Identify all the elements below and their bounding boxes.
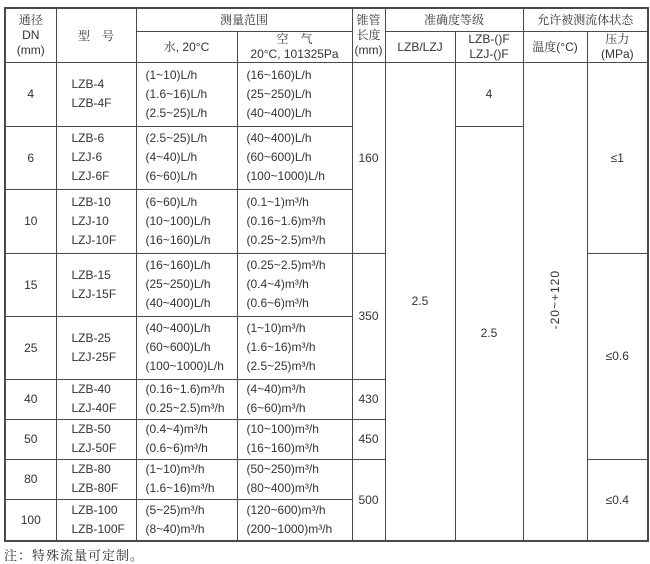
range-line: (40~400)L/h — [246, 131, 312, 145]
air-range-cell — [237, 379, 352, 419]
range-line: (0.6~6)m³/h — [145, 441, 208, 455]
accuracy-f-cell: 4 — [455, 62, 523, 126]
cone-length-cell: 500 — [352, 459, 385, 541]
range-line: (4~40)L/h — [145, 150, 198, 164]
pressure-cell: ≤0.6 — [587, 253, 648, 459]
air-range-cell — [237, 253, 352, 316]
model-line: LZJ-6 — [71, 150, 103, 164]
header-accuracy-f-line: LZB-()F — [468, 31, 510, 46]
range-line: (10~100)L/h — [145, 213, 211, 228]
range-line: (1.6~16)m³/h — [145, 481, 215, 495]
model-cell — [56, 126, 136, 189]
header-dn-line: (mm) — [16, 42, 45, 57]
range-line: (40~400)L/h — [145, 321, 211, 335]
model-line: LZJ-15F — [71, 286, 117, 301]
water-range-cell — [136, 419, 237, 459]
header-pressure — [587, 31, 648, 62]
dn-cell: 6 — [5, 126, 56, 189]
pressure-cell: ≤0.4 — [587, 459, 648, 541]
header-accuracy-std: LZB/LZJ — [385, 31, 455, 62]
header-measure-range: 测量范围 — [136, 8, 352, 31]
range-line: (1~10)m³/h — [246, 321, 306, 335]
model-cell — [56, 379, 136, 419]
dn-cell: 100 — [5, 499, 56, 541]
range-line: (2.5~25)m³/h — [246, 359, 316, 373]
model-line: LZB-40 — [71, 382, 111, 396]
range-line: (10~100)m³/h — [246, 422, 319, 436]
water-range-cell — [136, 316, 237, 379]
header-cone-line: 锥管 — [356, 12, 381, 27]
range-line: (60~600)L/h — [145, 340, 211, 354]
cone-length-cell: 350 — [352, 253, 385, 379]
range-line: (50~250)m³/h — [246, 462, 319, 476]
model-line: LZB-4F — [71, 96, 112, 110]
header-model: 型 号 — [56, 8, 136, 62]
accuracy-std-cell: 2.5 — [385, 62, 455, 541]
range-line: (120~600)m³/h — [246, 502, 326, 517]
model-line: LZB-50 — [71, 422, 111, 436]
header-dn-line: 通径 — [18, 12, 43, 27]
dn-cell: 4 — [5, 62, 56, 126]
dn-cell: 15 — [5, 253, 56, 316]
range-line: (0.16~1.6)m³/h — [246, 213, 326, 228]
model-line: LZB-100 — [71, 502, 118, 517]
range-line: (40~400)L/h — [246, 105, 312, 120]
range-line: (80~400)m³/h — [246, 481, 319, 495]
water-range-cell — [136, 189, 237, 253]
header-water: 水, 20°C — [136, 31, 237, 62]
header-row-1 — [5, 8, 648, 31]
pressure-cell: ≤1 — [587, 62, 648, 253]
header-pressure-line: 压力 — [605, 31, 630, 46]
model-cell — [56, 419, 136, 459]
range-line: (0.25~2.5)m³/h — [246, 258, 326, 272]
dn-cell: 80 — [5, 459, 56, 499]
header-fluid-state: 允许被测流体状态 — [523, 8, 648, 31]
header-dn-line: DN — [22, 27, 40, 42]
temperature-cell — [523, 62, 587, 541]
spec-table — [4, 7, 649, 542]
model-line: LZB-25 — [71, 330, 111, 345]
dn-cell: 10 — [5, 189, 56, 253]
water-range-cell — [136, 459, 237, 499]
model-cell — [56, 499, 136, 541]
range-line: (6~60)L/h — [145, 169, 198, 183]
range-line: (0.4~4)m³/h — [246, 277, 309, 291]
model-cell — [56, 189, 136, 253]
range-line: (25~250)L/h — [246, 86, 312, 101]
water-range-cell — [136, 126, 237, 189]
model-line: LZB-80 — [71, 462, 111, 476]
air-range-cell — [237, 126, 352, 189]
range-line: (0.1~1)m³/h — [246, 194, 309, 209]
header-accuracy: 准确度等级 — [385, 8, 523, 31]
header-accuracy-f — [455, 31, 523, 62]
model-cell — [56, 253, 136, 316]
temperature-range: -20~+120 — [548, 270, 563, 330]
model-line: LZJ-25F — [71, 349, 117, 364]
range-line: (1~10)L/h — [145, 67, 198, 82]
footnote: 注：特殊流量可定制。 — [4, 548, 145, 563]
header-cone-length — [352, 8, 385, 62]
model-cell — [56, 62, 136, 126]
model-line: LZB-15 — [71, 267, 111, 282]
model-cell — [56, 459, 136, 499]
range-line: (0.25~2.5)m³/h — [246, 232, 326, 247]
model-line: LZB-10 — [71, 194, 111, 209]
model-line: LZB-6 — [71, 131, 105, 145]
range-line: (16~160)L/h — [145, 232, 211, 247]
range-line: (4~40)m³/h — [246, 382, 306, 396]
range-line: (0.6~6)m³/h — [246, 296, 309, 310]
header-pressure-line: (MPa) — [600, 46, 634, 61]
range-line: (1.6~16)m³/h — [246, 340, 316, 354]
table-row — [5, 62, 648, 126]
cone-length-cell: 450 — [352, 419, 385, 459]
model-line: LZB-100F — [71, 521, 125, 536]
header-air-line: 空 气 — [276, 31, 313, 46]
range-line: (6~60)L/h — [145, 194, 198, 209]
range-line: (0.16~1.6)m³/h — [145, 382, 225, 396]
range-line: (0.4~4)m³/h — [145, 422, 208, 436]
air-range-cell — [237, 189, 352, 253]
header-dn — [5, 8, 56, 62]
range-line: (2.5~25)L/h — [145, 105, 208, 120]
air-range-cell — [237, 316, 352, 379]
range-line: (60~600)L/h — [246, 150, 312, 164]
range-line: (2.5~25)L/h — [145, 131, 208, 145]
range-line: (25~250)L/h — [145, 277, 211, 291]
range-line: (1.6~16)L/h — [145, 86, 208, 101]
dn-cell: 50 — [5, 419, 56, 459]
air-range-cell — [237, 419, 352, 459]
model-line: LZJ-40F — [71, 401, 117, 415]
model-cell — [56, 316, 136, 379]
range-line: (40~400)L/h — [145, 296, 211, 310]
header-accuracy-f-line: LZJ-()F — [469, 46, 509, 61]
cone-length-cell: 160 — [352, 62, 385, 253]
air-range-cell — [237, 62, 352, 126]
cone-length-cell: 430 — [352, 379, 385, 419]
range-line: (16~160)L/h — [246, 67, 312, 82]
water-range-cell — [136, 253, 237, 316]
range-line: (5~25)m³/h — [145, 502, 205, 517]
accuracy-f-cell: 2.5 — [455, 126, 523, 541]
range-line: (6~60)m³/h — [246, 401, 306, 415]
range-line: (16~160)m³/h — [246, 441, 319, 455]
water-range-cell — [136, 379, 237, 419]
model-line: LZJ-6F — [71, 169, 110, 183]
range-line: (200~1000)m³/h — [246, 521, 333, 536]
header-cone-line: (mm) — [354, 42, 383, 57]
range-line: (0.25~2.5)m³/h — [145, 401, 225, 415]
header-air — [237, 31, 352, 62]
range-line: (16~160)L/h — [145, 258, 211, 272]
dn-cell: 25 — [5, 316, 56, 379]
air-range-cell — [237, 499, 352, 541]
dn-cell: 40 — [5, 379, 56, 419]
water-range-cell — [136, 499, 237, 541]
model-line: LZJ-10F — [71, 232, 117, 247]
water-range-cell — [136, 62, 237, 126]
model-line: LZB-80F — [71, 481, 119, 495]
air-range-cell — [237, 459, 352, 499]
range-line: (1~10)m³/h — [145, 462, 205, 476]
header-temperature: 温度(°C) — [523, 31, 587, 62]
range-line: (100~1000)L/h — [145, 359, 224, 373]
model-line: LZJ-10 — [71, 213, 109, 228]
header-air-line: 20°C, 101325Pa — [250, 46, 339, 61]
range-line: (8~40)m³/h — [145, 521, 205, 536]
model-line: LZB-4 — [71, 77, 105, 91]
model-line: LZJ-50F — [71, 441, 117, 455]
range-line: (100~1000)L/h — [246, 169, 325, 183]
header-cone-line: 长度 — [356, 27, 381, 42]
